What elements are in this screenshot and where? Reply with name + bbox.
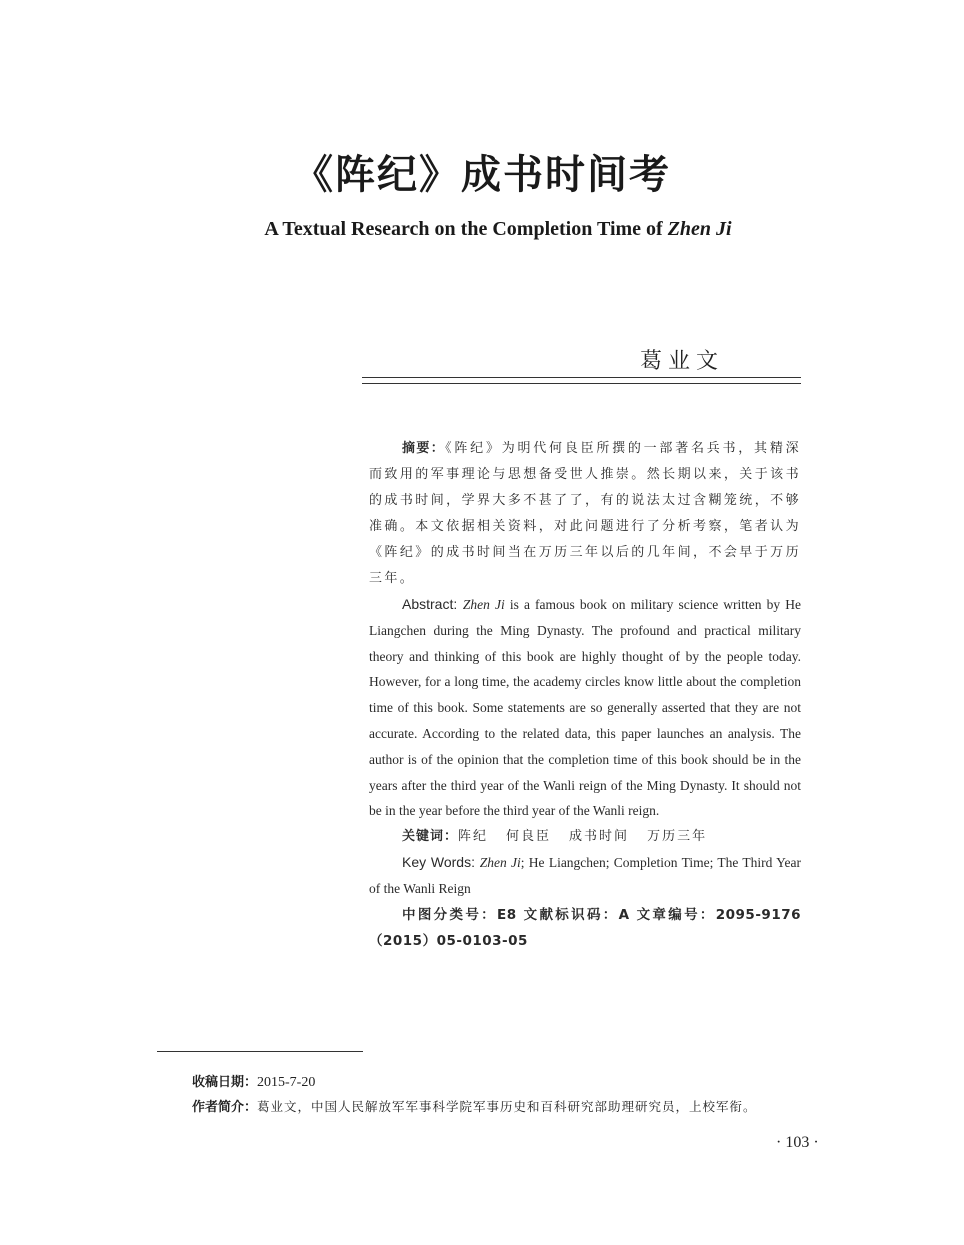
title-en-text: A Textual Research on the Completion Time of [264,218,668,240]
bio-text: 葛业文，中国人民解放军军事科学院军事历史和百科研究部助理研究员，上校军衔。 [257,1099,757,1114]
keyword-item: 何良臣 [506,829,552,845]
keywords-en-text: ; He Liangchen; Completion Time; The Third Year of the Wanli Reign [369,855,802,896]
keyword-item: 阵纪 [458,829,489,845]
keyword-item: 成书时间 [569,829,630,845]
footnote-divider [157,1051,363,1052]
abstract-zh [369,436,801,592]
title-divider-top [362,377,801,378]
title-en [0,218,964,241]
received-label: 收稿日期： [192,1075,258,1090]
abstract-en-label: Abstract: [402,596,463,612]
page-number: · 103 · [776,1134,819,1151]
abstract-en-italic: Zhen Ji [462,597,505,612]
received-date: 2015-7-20 [257,1075,316,1090]
author-name: 葛业文 [640,349,725,374]
title-zh: 《阵纪》成书时间考 [293,152,671,198]
footnote-bio [192,1096,757,1115]
keywords-en-italic: Zhen Ji [479,855,521,871]
bio-label: 作者简介： [192,1100,258,1115]
abstract-en [369,592,801,824]
keywords-en [369,850,801,902]
abstract-block [369,436,801,954]
abstract-en-text: is a famous book on military science written by He Liangchen during the Ming Dynasty. The profound and practical military theory and thinking of this book are highly thought of by the people today. However, for a long time, the academy circles know little about the completion time of this book. Some statements are so generally asserted that they are not accurate. According to the related data, this paper launches an analysis. The author is of the opinion that the completion time of this book should be in the years after the third year of the Wanli reign of the Ming Dynasty. It should not be in the year before the third year of the Wanli reign. [369,597,801,819]
keyword-item: 万历三年 [647,829,708,845]
keywords-zh [369,824,801,850]
title-en-italic: Zhen Ji [667,218,732,240]
abstract-zh-text: 《阵纪》为明代何良臣所撰的一部著名兵书，其精深而致用的军事理论与思想备受世人推崇。然长期以来，关于该书的成书时间，学界大多不甚了了，有的说法太过含糊笼统，不够准确。本文依据相关资料，对此问题进行了分析考察，笔者认为《阵纪》的成书时间当在万历三年以后的几年间，不会早于万历三年。 [369,441,801,586]
abstract-zh-label: 摘要： [402,441,446,456]
keywords-en-label: Key Words: [402,854,480,871]
title-divider-bottom [362,383,801,384]
footnote-received [192,1071,315,1091]
keywords-zh-label: 关键词： [402,829,459,845]
classification-line: 中图分类号：E8 文献标识码：A 文章编号：2095-9176（2015）05-0103-05 [369,906,801,949]
